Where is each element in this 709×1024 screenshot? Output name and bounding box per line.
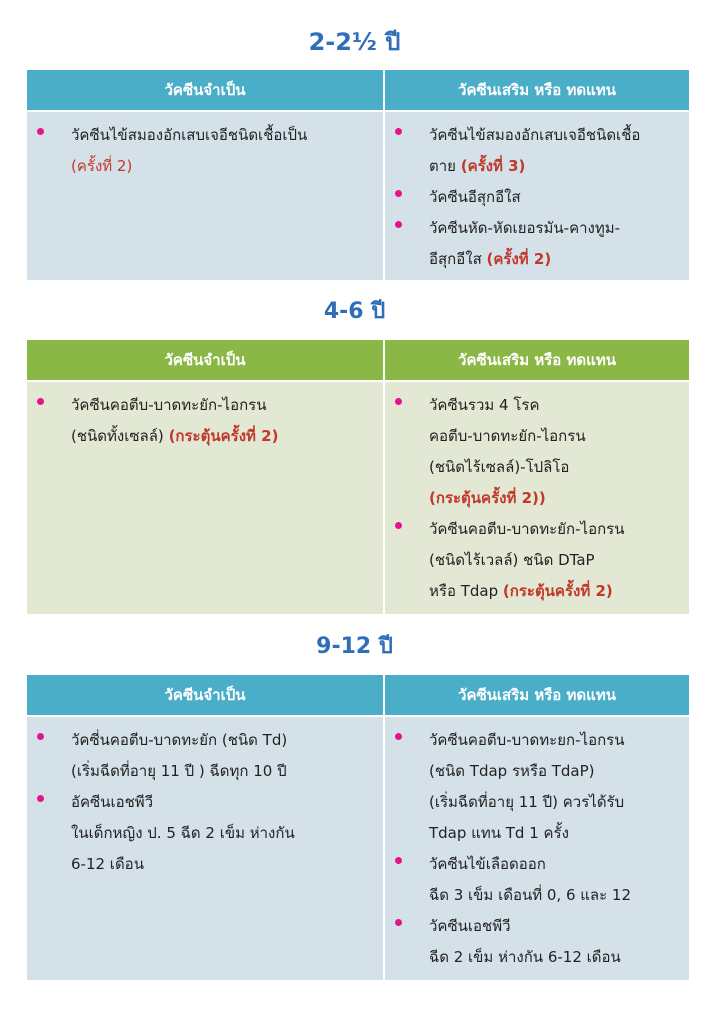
item-text: วัคซีนรวม 4 โรค (429, 396, 540, 414)
table-body (27, 717, 689, 980)
list-item (385, 849, 683, 911)
list-item (385, 120, 683, 182)
item-text: ฉีด 3 เข็ม เดือนที่ 0, 6 และ 12 (429, 886, 632, 904)
bullet-icon (37, 398, 44, 405)
item-text: อัคซีนเอชพีวี (71, 793, 154, 811)
item-text: วัคซีนไข้สมองอักเสบเจอีชนิดเชื้อเป็น (71, 126, 308, 144)
bullet-icon (395, 128, 402, 135)
optional-column (385, 112, 689, 280)
dose-note: (กระตุ้นครั้งที่ 2)) (429, 489, 546, 507)
table-header (27, 340, 689, 380)
bullet-icon (395, 857, 402, 864)
item-text: วัคซีนคอตีบ-บาดทะยัก-ไอกรน (429, 520, 625, 538)
list-item (27, 787, 377, 880)
list-item (385, 911, 683, 973)
item-text: วัคซีนหัด-หัดเยอรมัน-คางทูม- (429, 219, 621, 237)
list-item (385, 182, 683, 213)
list-item (385, 514, 683, 607)
section-title-9-12-years: 9-12 ปี (316, 634, 393, 659)
header-optional-vaccines: วัคซีนเสริม หรือ ทดแทน (458, 351, 616, 369)
bullet-icon (395, 522, 402, 529)
list-item (27, 120, 377, 182)
bullet-icon (395, 733, 402, 740)
dose-note: (กระตุ้นครั้งที่ 2) (502, 582, 613, 600)
item-text: ตาย (429, 157, 461, 175)
item-text: ในเด็กหญิง ป. 5 ฉีด 2 เข็ม ห่างกัน (71, 824, 295, 842)
item-text-line (429, 151, 683, 182)
item-text: 6-12 เดือน (71, 855, 144, 873)
item-text-line (429, 244, 683, 275)
item-text: (ชนิด Tdap รหรือ TdaP) (429, 762, 595, 780)
item-text: วัคซีนไข้สมองอักเสบเจอีชนิดเชื้อ (429, 126, 641, 144)
dose-note: (ครั้งที่ 2) (71, 157, 133, 175)
required-column (27, 717, 383, 980)
item-text: คอตีบ-บาดทะยัก-ไอกรน (429, 427, 586, 445)
required-column (27, 382, 383, 614)
table-body (27, 382, 689, 614)
optional-column (385, 382, 689, 614)
bullet-icon (395, 919, 402, 926)
table-header (27, 675, 689, 715)
list-item (385, 390, 683, 514)
item-text: (เริ่มฉีดที่อายุ 11 ปี) ควรได้รับ (429, 793, 625, 811)
vaccine-table-4-6-years (27, 340, 689, 614)
item-text: วัคซีนเอชพีวี (429, 917, 511, 935)
table-body (27, 112, 689, 280)
item-text-line (429, 576, 683, 607)
bullet-icon (37, 795, 44, 802)
header-required-vaccines: วัคซีนจำเป็น (164, 686, 246, 704)
dose-note: (กระตุ้นครั้งที่ 2) (168, 427, 279, 445)
list-item (385, 213, 683, 275)
bullet-icon (395, 398, 402, 405)
required-column (27, 112, 383, 280)
bullet-icon (37, 128, 44, 135)
item-text: (ชนิดทั้งเซลล์) (71, 427, 169, 445)
vaccine-table-2-2-5-years (27, 70, 689, 280)
list-item (27, 725, 377, 787)
header-optional-vaccines: วัคซีนเสริม หรือ ทดแทน (458, 81, 616, 99)
item-text: (ชนิดไร้เวลล์) ชนิด DTaP (429, 551, 595, 569)
item-text: วัคซีนไข้เลือดออก (429, 855, 546, 873)
bullet-icon (395, 221, 402, 228)
vaccine-table-9-12-years (27, 675, 689, 980)
table-header (27, 70, 689, 110)
item-text: วัคซี่นคอตีบ-บาดทะยัก (ชนิด Td) (71, 731, 288, 749)
header-required-vaccines: วัคซีนจำเป็น (164, 351, 246, 369)
item-text: (เริ่มฉีดที่อายุ 11 ปี ) ฉีดทุก 10 ปี (71, 762, 287, 780)
item-text: Tdap แทน Td 1 ครั้ง (429, 824, 569, 842)
section-title-2-2-5-years: 2-2½ ปี (308, 28, 401, 56)
item-text: ฉีด 2 เข็ม ห่างกัน 6-12 เดือน (429, 948, 621, 966)
dose-note: (ครั้งที่ 3) (460, 157, 526, 175)
bullet-icon (37, 733, 44, 740)
item-text: (ชนิดไร้เซลล์)-โปลิโอ (429, 458, 570, 476)
list-item (27, 390, 377, 452)
item-text: วัคซีนคอตีบ-บาดทะยัก-ไอกรน (71, 396, 267, 414)
optional-column (385, 717, 689, 980)
header-required-vaccines: วัคซีนจำเป็น (164, 81, 246, 99)
item-text: หรือ Tdap (429, 582, 503, 600)
dose-note: (ครั้งที่ 2) (486, 250, 552, 268)
item-text: อีสุกอีใส (429, 250, 487, 268)
item-text: วัคซีนคอตีบ-บาดทะยก-ไอกรน (429, 731, 625, 749)
section-title-4-6-years: 4-6 ปี (323, 299, 386, 324)
item-text-line (71, 421, 377, 452)
bullet-icon (395, 190, 402, 197)
header-optional-vaccines: วัคซีนเสริม หรือ ทดแทน (458, 686, 616, 704)
list-item (385, 725, 683, 849)
item-text: วัคซีนอีสุกอีใส (429, 188, 521, 206)
